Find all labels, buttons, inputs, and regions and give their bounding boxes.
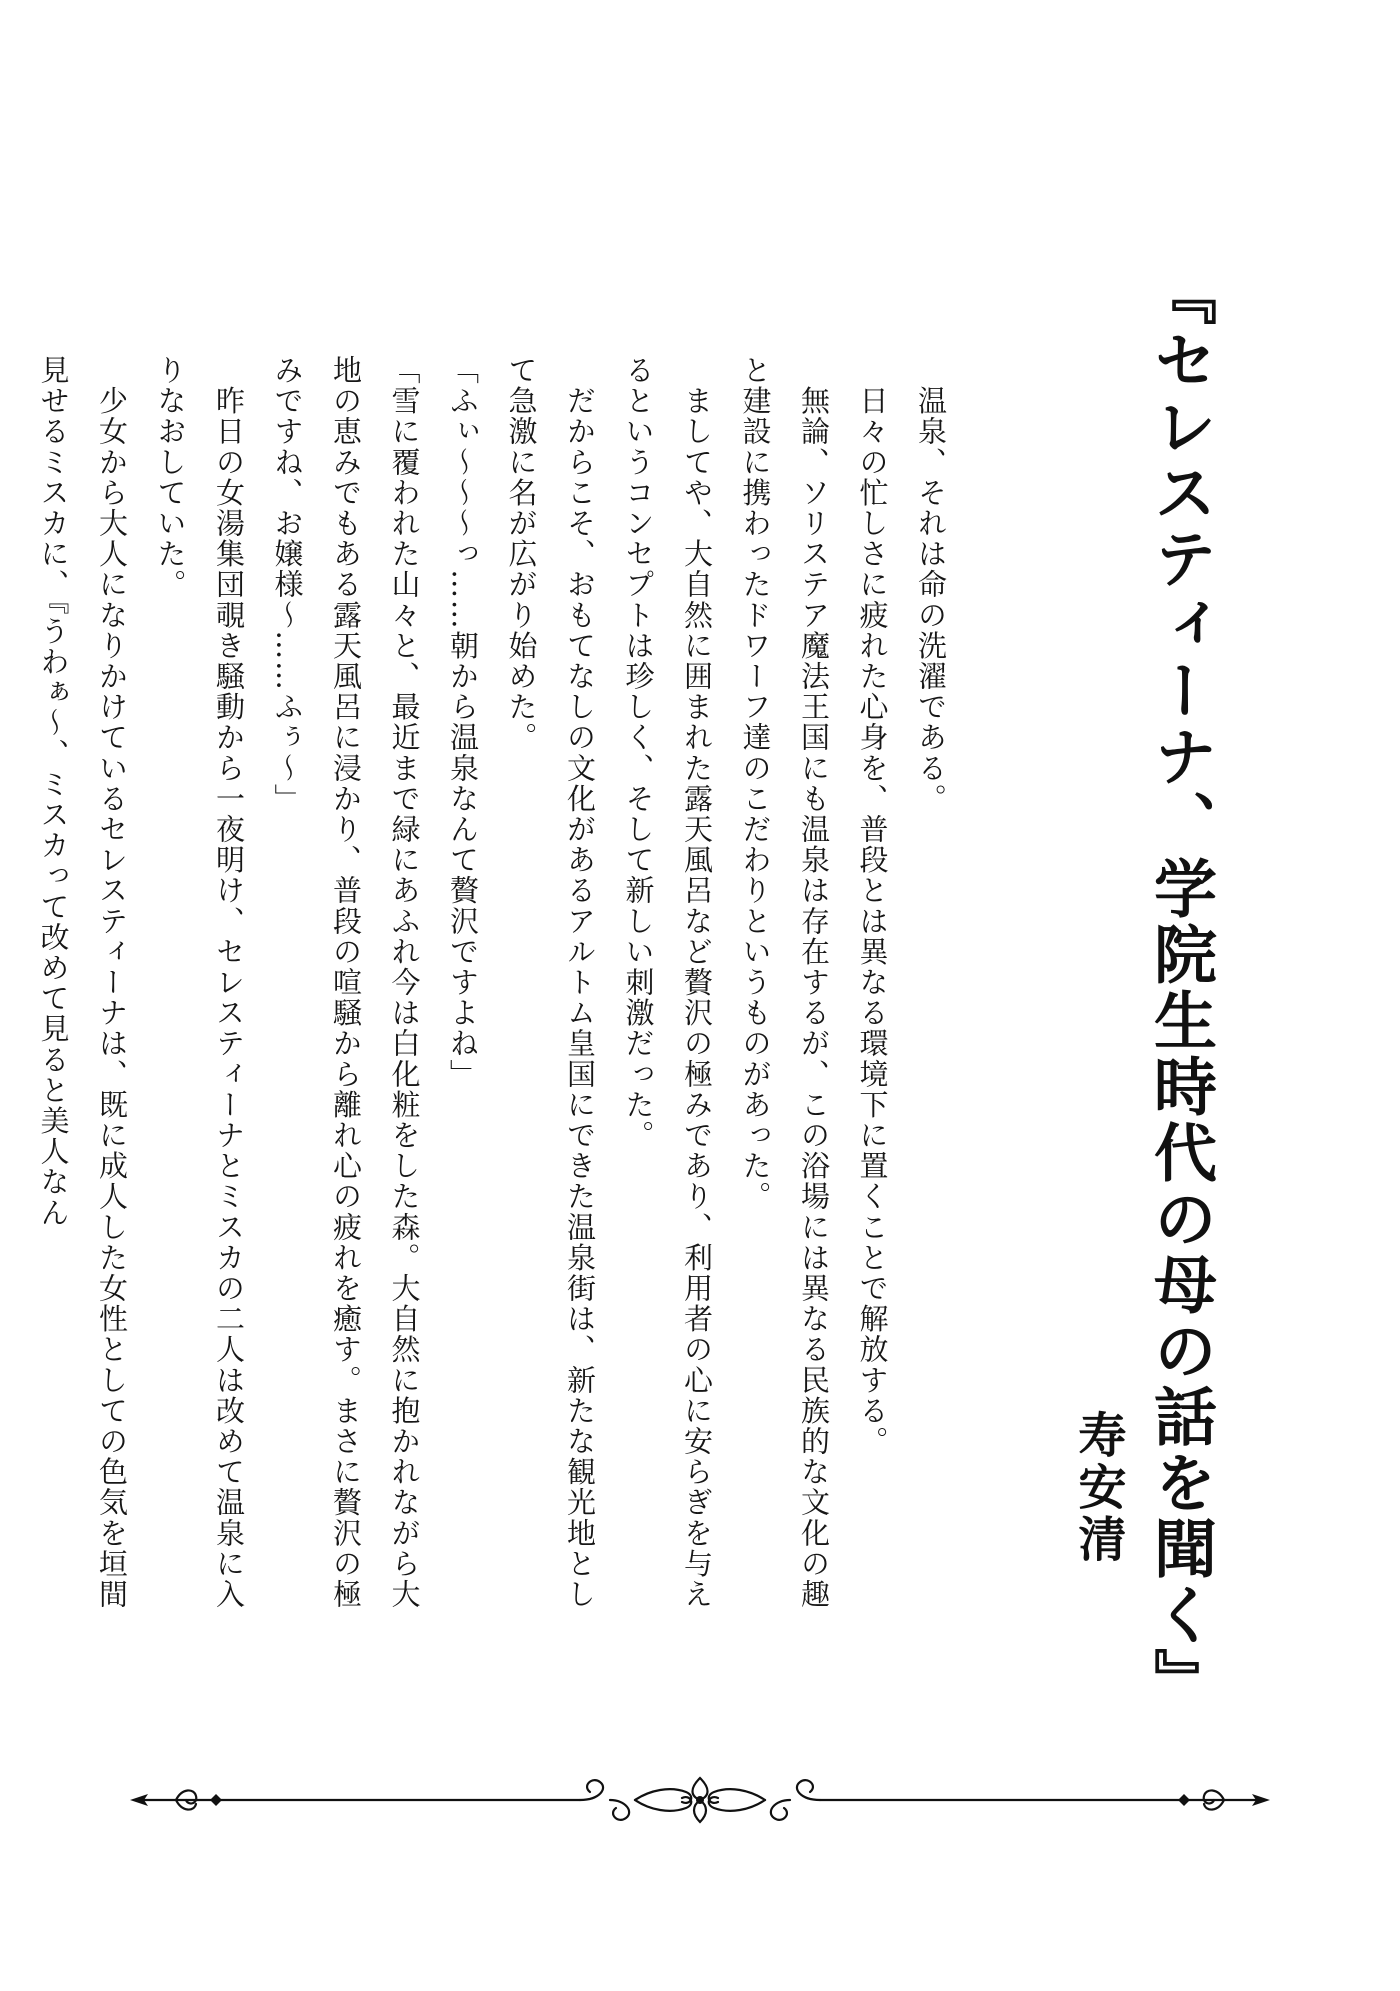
- paragraph: 「ふぃ〜〜〜っ……朝から温泉なんて贅沢ですよね」: [446, 355, 480, 1090]
- body-text: [36, 355, 960, 1615]
- author-name: 寿安清: [1070, 1410, 1126, 1566]
- paragraph: 昨日の女湯集団覗き騒動から一夜明け、セレスティーナとミスカの二人は改めて温泉に入りなおしていた。: [153, 355, 246, 1610]
- paragraph: 無論、ソリステア魔法王国にも温泉は存在するが、この浴場には異なる民族的な文化の趣と建設に携わったドワーフ達のこだわりというものがあった。: [738, 355, 831, 1610]
- paragraph: 「雪に覆われた山々と、最近まで緑にあふれ今は白化粧をした森。大自然に抱かれながら大地の恵みでもある露天風呂に浸かり、普段の喧騒から離れ心の疲れを癒す。まさに贅沢の極みですね、お嬢様〜……ふぅ〜」: [270, 355, 422, 1610]
- paragraph: 日々の忙しさに疲れた心身を、普段とは異なる環境下に置くことで解放する。: [855, 355, 890, 1457]
- paragraph: 少女から大人になりかけているセレスティーナは、既に成人した女性としての色気を垣間見せるミスカに、『うわぁ〜、ミスカって改めて見ると美人なん: [36, 355, 129, 1610]
- paragraph: ましてや、大自然に囲まれた露天風呂など贅沢の極みであり、利用者の心に安らぎを与えるというコンセプトは珍しく、そして新しい刺激だった。: [621, 355, 714, 1610]
- paragraph: だからこそ、おもてなしの文化があるアルトム皇国にできた温泉街は、新たな観光地として急激に名が広がり始めた。: [504, 355, 597, 1610]
- chapter-title: 『セレスティーナ、学院生時代の母の話を聞く』: [1144, 262, 1217, 1714]
- paragraph: 温泉、それは命の洗濯である。: [914, 355, 948, 814]
- decorative-divider-icon: [130, 1770, 1270, 1830]
